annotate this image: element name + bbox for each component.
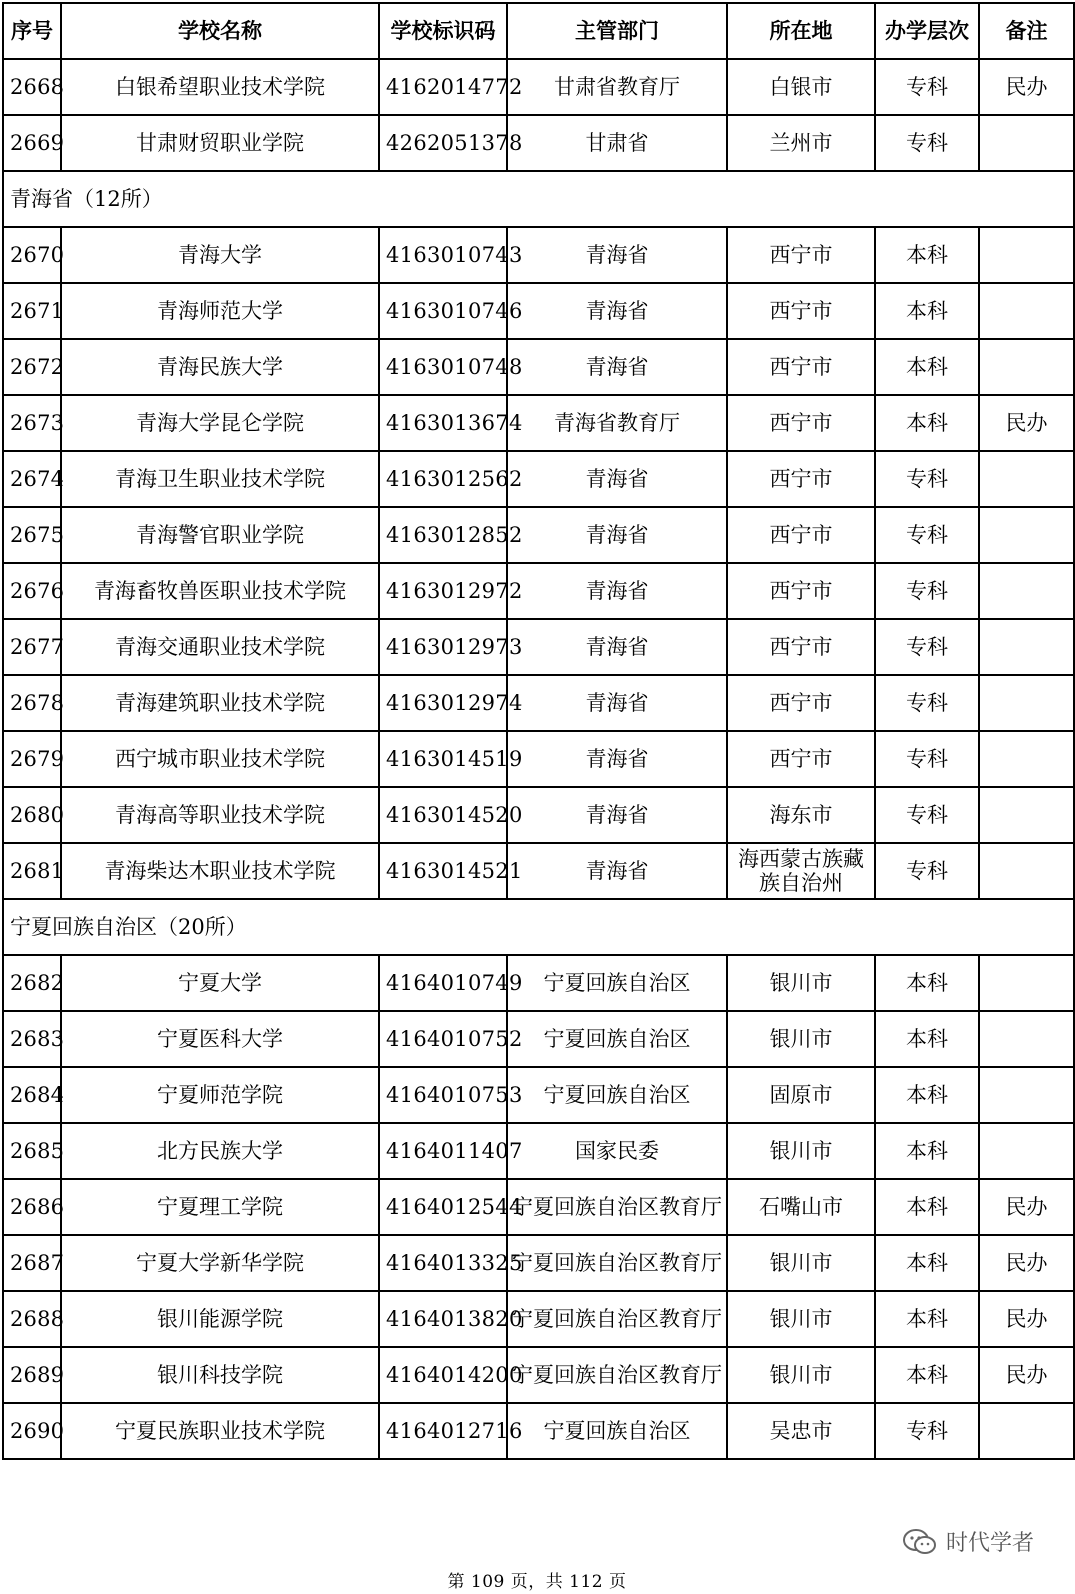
cell-level: 专科 xyxy=(875,843,979,899)
cell-school-code: 4164010749 xyxy=(379,955,507,1011)
cell-school-code: 4163014519 xyxy=(379,731,507,787)
cell-note xyxy=(979,1011,1074,1067)
cell-location: 西宁市 xyxy=(727,563,875,619)
cell-authority: 青海省教育厅 xyxy=(507,395,727,451)
col-header-note: 备注 xyxy=(979,3,1074,59)
cell-school-code: 4163012562 xyxy=(379,451,507,507)
cell-school-name: 宁夏医科大学 xyxy=(61,1011,379,1067)
school-table xyxy=(2,2,1075,1460)
col-header-code: 学校标识码 xyxy=(379,3,507,59)
cell-note: 民办 xyxy=(979,395,1074,451)
cell-authority: 宁夏回族自治区教育厅 xyxy=(507,1235,727,1291)
cell-school-code: 4164013820 xyxy=(379,1291,507,1347)
cell-location: 西宁市 xyxy=(727,451,875,507)
cell-location: 银川市 xyxy=(727,1291,875,1347)
cell-index: 2676 xyxy=(3,563,61,619)
cell-school-name: 青海大学昆仑学院 xyxy=(61,395,379,451)
table-row xyxy=(3,507,1074,563)
cell-level: 本科 xyxy=(875,1011,979,1067)
table-row xyxy=(3,619,1074,675)
cell-note xyxy=(979,1067,1074,1123)
cell-school-name: 青海高等职业技术学院 xyxy=(61,787,379,843)
table-row xyxy=(3,1403,1074,1459)
col-header-level: 办学层次 xyxy=(875,3,979,59)
cell-location: 银川市 xyxy=(727,1235,875,1291)
cell-school-name: 宁夏理工学院 xyxy=(61,1179,379,1235)
col-header-name: 学校名称 xyxy=(61,3,379,59)
cell-school-name: 青海民族大学 xyxy=(61,339,379,395)
cell-location: 银川市 xyxy=(727,1123,875,1179)
cell-index: 2681 xyxy=(3,843,61,899)
rows-gansu xyxy=(3,59,1074,171)
watermark-text: 时代学者 xyxy=(945,1531,1034,1556)
cell-location: 西宁市 xyxy=(727,619,875,675)
cell-location: 固原市 xyxy=(727,1067,875,1123)
cell-location: 西宁市 xyxy=(727,395,875,451)
section-title-ningxia: 宁夏回族自治区（20所） xyxy=(3,899,1074,955)
cell-level: 专科 xyxy=(875,731,979,787)
cell-note xyxy=(979,843,1074,899)
cell-school-name: 西宁城市职业技术学院 xyxy=(61,731,379,787)
cell-school-code: 4164014200 xyxy=(379,1347,507,1403)
cell-authority: 青海省 xyxy=(507,507,727,563)
watermark xyxy=(902,1526,1034,1557)
cell-level: 专科 xyxy=(875,787,979,843)
cell-note xyxy=(979,1403,1074,1459)
cell-school-name: 宁夏师范学院 xyxy=(61,1067,379,1123)
table-row xyxy=(3,1179,1074,1235)
cell-school-code: 4164011407 xyxy=(379,1123,507,1179)
cell-note: 民办 xyxy=(979,1235,1074,1291)
cell-note xyxy=(979,339,1074,395)
cell-location: 西宁市 xyxy=(727,731,875,787)
cell-authority: 青海省 xyxy=(507,787,727,843)
cell-level: 专科 xyxy=(875,619,979,675)
cell-index: 2677 xyxy=(3,619,61,675)
cell-index: 2679 xyxy=(3,731,61,787)
cell-school-code: 4163014520 xyxy=(379,787,507,843)
cell-location: 石嘴山市 xyxy=(727,1179,875,1235)
cell-school-code: 4163014521 xyxy=(379,843,507,899)
cell-note xyxy=(979,787,1074,843)
cell-school-code: 4163012974 xyxy=(379,675,507,731)
cell-school-name: 宁夏民族职业技术学院 xyxy=(61,1403,379,1459)
cell-location: 西宁市 xyxy=(727,227,875,283)
table-row xyxy=(3,1067,1074,1123)
cell-authority: 青海省 xyxy=(507,731,727,787)
cell-note xyxy=(979,675,1074,731)
cell-location: 银川市 xyxy=(727,1011,875,1067)
cell-school-name: 青海师范大学 xyxy=(61,283,379,339)
cell-note xyxy=(979,283,1074,339)
cell-school-code: 4164010753 xyxy=(379,1067,507,1123)
cell-index: 2688 xyxy=(3,1291,61,1347)
table-row xyxy=(3,59,1074,115)
cell-school-code: 4163010743 xyxy=(379,227,507,283)
cell-note xyxy=(979,451,1074,507)
table-row xyxy=(3,1235,1074,1291)
table-row xyxy=(3,451,1074,507)
cell-school-name: 白银希望职业技术学院 xyxy=(61,59,379,115)
cell-authority: 青海省 xyxy=(507,675,727,731)
cell-authority: 甘肃省教育厅 xyxy=(507,59,727,115)
cell-location: 西宁市 xyxy=(727,339,875,395)
cell-note xyxy=(979,115,1074,171)
cell-note: 民办 xyxy=(979,59,1074,115)
cell-index: 2672 xyxy=(3,339,61,395)
cell-school-code: 4162014772 xyxy=(379,59,507,115)
cell-level: 专科 xyxy=(875,507,979,563)
cell-school-name: 青海警官职业学院 xyxy=(61,507,379,563)
table-row xyxy=(3,1123,1074,1179)
cell-note xyxy=(979,955,1074,1011)
cell-authority: 宁夏回族自治区教育厅 xyxy=(507,1179,727,1235)
cell-index: 2673 xyxy=(3,395,61,451)
rows-ningxia xyxy=(3,955,1074,1459)
cell-location: 海西蒙古族藏族自治州 xyxy=(727,843,875,899)
cell-note: 民办 xyxy=(979,1179,1074,1235)
cell-note: 民办 xyxy=(979,1291,1074,1347)
cell-index: 2671 xyxy=(3,283,61,339)
cell-school-code: 4163012852 xyxy=(379,507,507,563)
cell-school-name: 宁夏大学 xyxy=(61,955,379,1011)
cell-index: 2680 xyxy=(3,787,61,843)
cell-index: 2686 xyxy=(3,1179,61,1235)
cell-note xyxy=(979,619,1074,675)
cell-location: 西宁市 xyxy=(727,507,875,563)
cell-index: 2670 xyxy=(3,227,61,283)
cell-index: 2685 xyxy=(3,1123,61,1179)
cell-authority: 宁夏回族自治区 xyxy=(507,1011,727,1067)
cell-level: 本科 xyxy=(875,283,979,339)
table-row xyxy=(3,955,1074,1011)
cell-note xyxy=(979,507,1074,563)
cell-index: 2674 xyxy=(3,451,61,507)
cell-level: 专科 xyxy=(875,1403,979,1459)
table-row xyxy=(3,395,1074,451)
cell-authority: 青海省 xyxy=(507,283,727,339)
cell-index: 2684 xyxy=(3,1067,61,1123)
col-header-authority: 主管部门 xyxy=(507,3,727,59)
header-row xyxy=(3,3,1074,59)
cell-index: 2678 xyxy=(3,675,61,731)
cell-note xyxy=(979,1123,1074,1179)
cell-location: 银川市 xyxy=(727,1347,875,1403)
cell-authority: 甘肃省 xyxy=(507,115,727,171)
wechat-icon xyxy=(902,1528,938,1556)
cell-level: 专科 xyxy=(875,563,979,619)
cell-school-name: 银川能源学院 xyxy=(61,1291,379,1347)
cell-authority: 宁夏回族自治区教育厅 xyxy=(507,1291,727,1347)
cell-school-name: 甘肃财贸职业学院 xyxy=(61,115,379,171)
cell-authority: 青海省 xyxy=(507,451,727,507)
cell-note xyxy=(979,227,1074,283)
page-footer: 第 109 页，共 112 页 xyxy=(447,1572,627,1592)
cell-authority: 宁夏回族自治区 xyxy=(507,955,727,1011)
cell-level: 专科 xyxy=(875,59,979,115)
table-row xyxy=(3,731,1074,787)
cell-index: 2668 xyxy=(3,59,61,115)
cell-location: 海东市 xyxy=(727,787,875,843)
cell-level: 本科 xyxy=(875,955,979,1011)
cell-index: 2675 xyxy=(3,507,61,563)
cell-school-name: 银川科技学院 xyxy=(61,1347,379,1403)
cell-authority: 国家民委 xyxy=(507,1123,727,1179)
table-row xyxy=(3,1291,1074,1347)
cell-school-code: 4163010746 xyxy=(379,283,507,339)
cell-location: 西宁市 xyxy=(727,283,875,339)
cell-authority: 青海省 xyxy=(507,843,727,899)
cell-authority: 青海省 xyxy=(507,619,727,675)
cell-index: 2687 xyxy=(3,1235,61,1291)
cell-school-name: 青海大学 xyxy=(61,227,379,283)
col-header-location: 所在地 xyxy=(727,3,875,59)
rows-qinghai xyxy=(3,227,1074,899)
cell-level: 本科 xyxy=(875,1291,979,1347)
cell-location: 银川市 xyxy=(727,955,875,1011)
cell-index: 2689 xyxy=(3,1347,61,1403)
col-header-index: 序号 xyxy=(3,3,61,59)
cell-school-code: 4163013674 xyxy=(379,395,507,451)
cell-location: 西宁市 xyxy=(727,675,875,731)
cell-index: 2690 xyxy=(3,1403,61,1459)
cell-authority: 青海省 xyxy=(507,227,727,283)
cell-level: 本科 xyxy=(875,1235,979,1291)
table-row xyxy=(3,843,1074,899)
cell-note xyxy=(979,731,1074,787)
table-row xyxy=(3,1011,1074,1067)
cell-location: 兰州市 xyxy=(727,115,875,171)
cell-school-code: 4164012544 xyxy=(379,1179,507,1235)
cell-level: 专科 xyxy=(875,115,979,171)
cell-school-code: 4164012716 xyxy=(379,1403,507,1459)
cell-school-name: 青海卫生职业技术学院 xyxy=(61,451,379,507)
cell-school-name: 宁夏大学新华学院 xyxy=(61,1235,379,1291)
cell-school-code: 4164010752 xyxy=(379,1011,507,1067)
cell-school-code: 4262051378 xyxy=(379,115,507,171)
cell-school-code: 4163012972 xyxy=(379,563,507,619)
section-ningxia xyxy=(3,899,1074,955)
cell-note: 民办 xyxy=(979,1347,1074,1403)
table-row xyxy=(3,339,1074,395)
cell-level: 专科 xyxy=(875,675,979,731)
cell-authority: 宁夏回族自治区 xyxy=(507,1067,727,1123)
cell-level: 本科 xyxy=(875,1067,979,1123)
table-row xyxy=(3,787,1074,843)
cell-location: 吴忠市 xyxy=(727,1403,875,1459)
table-row xyxy=(3,227,1074,283)
cell-location: 白银市 xyxy=(727,59,875,115)
cell-school-name: 青海柴达木职业技术学院 xyxy=(61,843,379,899)
cell-level: 本科 xyxy=(875,395,979,451)
cell-school-name: 北方民族大学 xyxy=(61,1123,379,1179)
cell-level: 专科 xyxy=(875,451,979,507)
cell-index: 2683 xyxy=(3,1011,61,1067)
cell-authority: 青海省 xyxy=(507,339,727,395)
cell-authority: 宁夏回族自治区教育厅 xyxy=(507,1347,727,1403)
cell-school-code: 4163012973 xyxy=(379,619,507,675)
table-row xyxy=(3,1347,1074,1403)
section-row-qinghai xyxy=(3,171,1074,227)
cell-authority: 青海省 xyxy=(507,563,727,619)
cell-index: 2682 xyxy=(3,955,61,1011)
cell-level: 本科 xyxy=(875,1179,979,1235)
cell-level: 本科 xyxy=(875,339,979,395)
cell-school-name: 青海畜牧兽医职业技术学院 xyxy=(61,563,379,619)
table-row xyxy=(3,115,1074,171)
section-title-qinghai: 青海省（12所） xyxy=(3,171,1074,227)
table-row xyxy=(3,283,1074,339)
cell-level: 本科 xyxy=(875,227,979,283)
cell-school-name: 青海交通职业技术学院 xyxy=(61,619,379,675)
cell-authority: 宁夏回族自治区 xyxy=(507,1403,727,1459)
section-row-ningxia xyxy=(3,899,1074,955)
table-row xyxy=(3,675,1074,731)
cell-note xyxy=(979,563,1074,619)
cell-index: 2669 xyxy=(3,115,61,171)
section-qinghai xyxy=(3,171,1074,227)
table-row xyxy=(3,563,1074,619)
cell-school-code: 4164013325 xyxy=(379,1235,507,1291)
cell-school-name: 青海建筑职业技术学院 xyxy=(61,675,379,731)
cell-level: 本科 xyxy=(875,1347,979,1403)
cell-school-code: 4163010748 xyxy=(379,339,507,395)
cell-level: 本科 xyxy=(875,1123,979,1179)
